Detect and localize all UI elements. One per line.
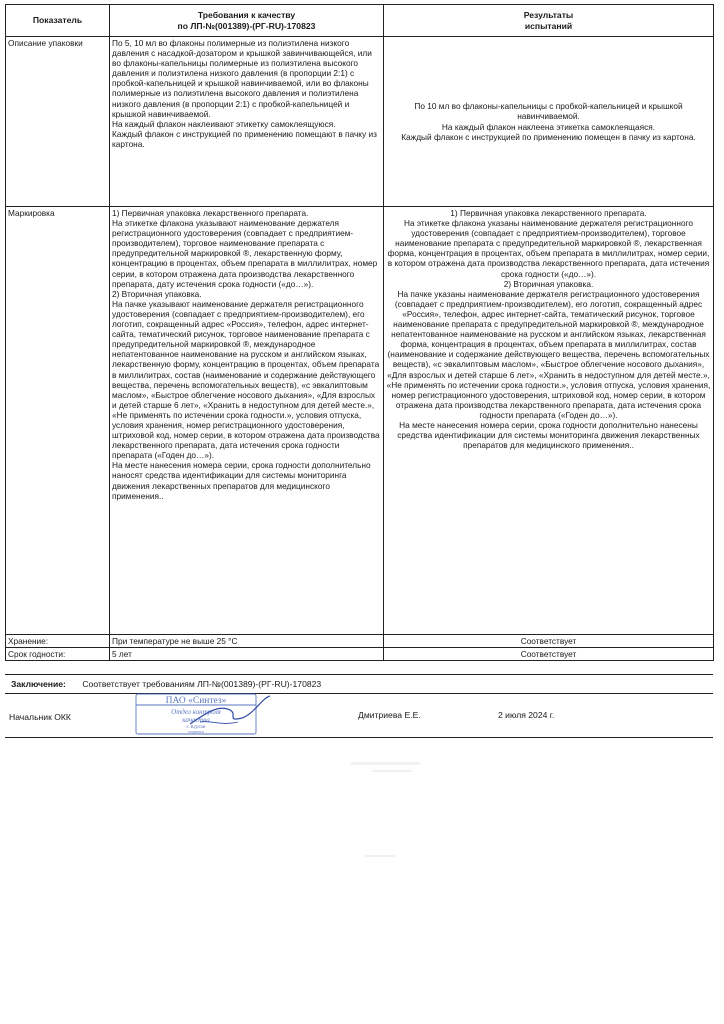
- header-requirements-line2: по ЛП-№(001389)-(РГ-RU)-170823: [177, 20, 316, 31]
- row-label-shelf-life: [6, 648, 110, 661]
- conclusion-row: [5, 674, 713, 694]
- result-shelf-life-text: Соответствует: [520, 649, 577, 660]
- header-results: [384, 5, 714, 37]
- requirement-shelf-life: [110, 648, 384, 661]
- header-indicator-text: Показатель: [32, 15, 83, 26]
- header-results-line1: Результаты: [523, 10, 574, 20]
- result-marking-p5: На месте нанесения номера серии, срока годности дополнительно нанесены средства идентификации для системы мониторинга движения лекарственных препаратов для медицинского применения..: [397, 419, 700, 451]
- result-marking-p4: На пачке указаны наименование держателя регистрационного удостоверения (совпадает с предприятием-производителем), его логотип, сокращенный адрес «Россия», телефон, адрес интернет-сайта, тематический рисунок, торговое наименование препарата с предупредительной маркировкой ®, международное непатентованное наименование на русском и английском языках, лекарственная форма, концентрация в процентах, объем препарата в миллилитрах, состав (наименование и содержание действующего вещества, перечень вспомогательных веществ), «с эвкалиптовым маслом», «Быстрое облегчение носового дыхания», «Для взрослых и детей старше 6 лет», «Хранить в недоступном для детей месте.», «Не применять по истечении срока годности.», условия отпуска, условия хранения, номер регистрационного удостоверения, штриховой код, номер серии, в котором отражена дата производства лекарственного препарата, дата истечения срока годности препарата («Годен до…»).: [386, 288, 711, 420]
- header-requirements-line1: Требования к качеству: [197, 10, 296, 20]
- table-row-packaging: [6, 37, 714, 207]
- scan-smudge: [365, 855, 395, 857]
- requirement-storage: [110, 635, 384, 648]
- organization-stamp: [130, 692, 275, 736]
- row-label-packaging: [6, 37, 110, 207]
- table-header-row: [6, 5, 714, 37]
- quality-report-page: [5, 4, 713, 661]
- result-shelf-life: [384, 648, 714, 661]
- requirement-marking-p5: На месте нанесения номера серии, срока годности дополнительно наносят средства идентификации для системы мониторинга движения лекарственных препаратов для медицинского применения..: [112, 460, 371, 501]
- requirement-packaging-p2: На каждый флакон наклеивают этикетку самоклеящуюся.: [112, 118, 336, 129]
- result-marking-p1: 1) Первичная упаковка лекарственного препарата.: [450, 208, 647, 218]
- stamp-dept-line2: качества: [182, 716, 210, 724]
- requirement-storage-text: При температуре не выше 25 °С: [112, 636, 238, 646]
- result-storage: [384, 635, 714, 648]
- stamp-city: г. Курган: [186, 725, 206, 730]
- result-packaging: [384, 37, 714, 207]
- result-storage-text: Соответствует: [520, 636, 577, 646]
- result-marking: [384, 207, 714, 635]
- header-indicator: [6, 5, 110, 37]
- requirement-marking-p1: 1) Первичная упаковка лекарственного препарата.: [112, 208, 309, 218]
- row-label-marking-text: Маркировка: [8, 208, 55, 218]
- stamp-sign-label: подпись: [188, 729, 204, 734]
- result-packaging-p3: Каждый флакон с инструкцией по применению помещен в пачку из картона.: [401, 131, 696, 142]
- stamp-org: ПАО «Синтез»: [165, 696, 227, 706]
- requirement-packaging: [110, 37, 384, 207]
- signatory-position: Начальник ОКК: [9, 712, 71, 722]
- requirement-marking-p2: На этикетке флакона указывают наименование держателя регистрационного удостоверения (совпадает с предприятием-производителем), торговое наименование препарата с предупредительной маркировкой ®, лекарственную форму, концентрацию в процентах, объем препарата в миллилитрах, номер серии, в котором отражена дата производства лекарственного препарата, дату истечения срока годности («до…»).: [112, 218, 378, 289]
- scan-smudge: [350, 762, 420, 765]
- conclusion-label: Заключение:: [11, 679, 66, 689]
- stamp-dept-line1: Отдел контроля: [171, 708, 221, 716]
- row-label-storage: [6, 635, 110, 648]
- requirement-marking-p4: На пачке указывают наименование держателя регистрационного удостоверения (совпадает с предприятием-производителем), его логотип, сокращенный адрес «Россия», телефон, адрес интернет-сайта, тематический рисунок, торговое наименование препарата с предупредительной маркировкой ®, международное непатентованное наименование на русском и английском языках, лекарственную форму, концентрацию в процентах, объем препарата в миллилитрах, состав (наименование и содержание действующего вещества, перечень вспомогательных веществ), «с эвкалиптовым маслом», «Быстрое облегчение носового дыхания», «Для взрослых и детей старше 6 лет», «Хранить в недоступном для детей месте.», «Не применять по истечении срока годности.», условия отпуска, условия хранения, номер регистрационного удостоверения, штриховой код, номер серии, в котором отражена дата производства лекарственного препарата, дата истечения срока годности препарата («Годен до…»).: [112, 298, 380, 461]
- conclusion-text: Соответствует требованиям ЛП-№(001389)-(РГ-RU)-170823: [82, 679, 322, 689]
- header-results-line2: испытаний: [524, 20, 573, 31]
- scan-smudge: [372, 770, 412, 772]
- row-label-storage-text: Хранение:: [8, 636, 49, 646]
- signature-date: 2 июля 2024 г.: [498, 710, 555, 720]
- row-label-shelf-life-text: Срок годности:: [8, 649, 66, 660]
- requirement-shelf-life-text: 5 лет: [112, 649, 132, 660]
- table-row-storage: [6, 635, 714, 648]
- table-row-shelf-life: [6, 648, 714, 661]
- row-label-packaging-text: Описание упаковки: [8, 38, 83, 48]
- result-packaging-p1: По 10 мл во флаконы-капельницы с пробкой-капельницей и крышкой навинчиваемой.: [414, 101, 683, 122]
- row-label-marking: [6, 207, 110, 635]
- requirement-packaging-p1: По 5, 10 мл во флаконы полимерные из полиэтилена низкого давления с насадкой-дозатором и крышкой завинчивающейся, или во флаконы-капельницы полимерные из полиэтилена высокого давления и полиэтилена низкого давления (в пропорции 2:1) с пробкой-капельницей и крышкой навинчиваемой, или во флаконы полимерные из полиэтилена высокого давления и полиэтилена низкого давления (в пропорции 2:1) с пробкой-капельницей и крышкой навинчиваемой.: [112, 38, 372, 119]
- requirement-marking: [110, 207, 384, 635]
- requirement-marking-p3: 2) Вторичная упаковка.: [112, 288, 202, 299]
- result-marking-p2: На этикетке флакона указаны наименование держателя регистрационного удостоверения (совпадает с предприятием-производителем), торговое наименование препарата с предупредительной маркировкой ®, лекарственная форма, концентрация в процентах, объем препарата в миллилитрах, номер серии, в котором отражена дата производства лекарственного препарата, дата истечения срока годности («до…»).: [387, 218, 710, 279]
- requirement-packaging-p3: Каждый флакон с инструкцией по применению помещают в пачку из картона.: [112, 128, 377, 149]
- quality-spec-table: [5, 4, 714, 661]
- signatory-name: Дмитриева Е.Е.: [358, 710, 421, 720]
- result-packaging-p2: На каждый флакон наклеена этикетка самоклеящаяся.: [441, 121, 656, 132]
- signature-row: [5, 692, 713, 738]
- header-requirements: [110, 5, 384, 37]
- table-row-marking: [6, 207, 714, 635]
- result-marking-p3: 2) Вторичная упаковка.: [503, 278, 594, 289]
